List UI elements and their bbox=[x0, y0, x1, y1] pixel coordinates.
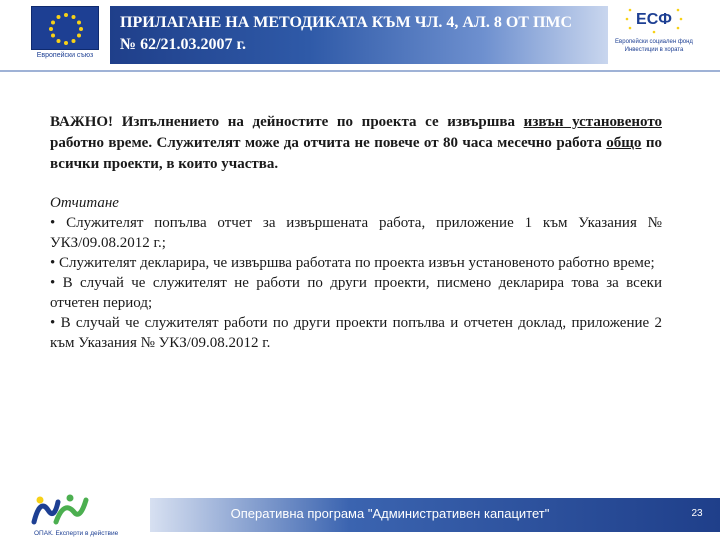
eu-logo bbox=[22, 6, 108, 66]
important-underlined-2: общо bbox=[606, 135, 642, 151]
opak-logo-icon bbox=[30, 492, 90, 530]
slide-body bbox=[50, 112, 662, 353]
eu-flag-icon bbox=[31, 6, 99, 50]
section-title: Отчитане bbox=[50, 195, 119, 211]
important-lead: ВАЖНО! bbox=[50, 114, 114, 130]
important-text-1: Изпълнението на дейностите по проекта се извършва bbox=[113, 114, 524, 130]
eu-caption: Европейски съюз bbox=[36, 52, 94, 59]
opak-logo bbox=[30, 492, 140, 540]
esf-mark-text: ЕСФ bbox=[636, 11, 672, 28]
bullet-item: • Служителят декларира, че извършва работата по проекта извън установеното работно време; bbox=[50, 255, 655, 271]
slide-footer bbox=[0, 492, 720, 540]
header-divider bbox=[0, 70, 720, 72]
important-text-2: работно време. Служителят може да отчита не повече от 80 часа месечно работа bbox=[50, 135, 607, 151]
bullet-item: • В случай че служителят не работи по други проекти, писмено декларира това за всеки отчетен период; bbox=[50, 275, 662, 311]
footer-logo-caption: ОПАК. Експерти в действие bbox=[34, 530, 119, 537]
program-name: Оперативна програма "Административен капацитет" bbox=[230, 506, 550, 521]
bullet-item: • Служителят попълва отчет за извършената работа, приложение 1 към Указания № УКЗ/09.08.2012 г.; bbox=[50, 215, 662, 251]
important-text-3: по всички проекти, в които участва. bbox=[50, 135, 662, 172]
important-underlined-1: извън установеното bbox=[523, 114, 662, 130]
bullet-item: • В случай че служителят работи по други проекти попълва и отчетен доклад, приложение 2 към Указания № УКЗ/09.08.2012 г. bbox=[50, 315, 662, 351]
slide-header bbox=[0, 0, 720, 85]
esf-logo bbox=[602, 2, 706, 64]
esf-mark-icon bbox=[624, 4, 684, 34]
important-note bbox=[50, 112, 662, 175]
page-number: 23 bbox=[691, 508, 703, 519]
slide-title: ПРИЛАГАНЕ НА МЕТОДИКАТА КЪМ ЧЛ. 4, АЛ. 8 ОТ ПМС № 62/21.03.2007 г. bbox=[120, 14, 573, 53]
reporting-section bbox=[50, 193, 662, 353]
esf-caption: Европейски социален фонд Инвестиции в хората bbox=[615, 39, 693, 53]
